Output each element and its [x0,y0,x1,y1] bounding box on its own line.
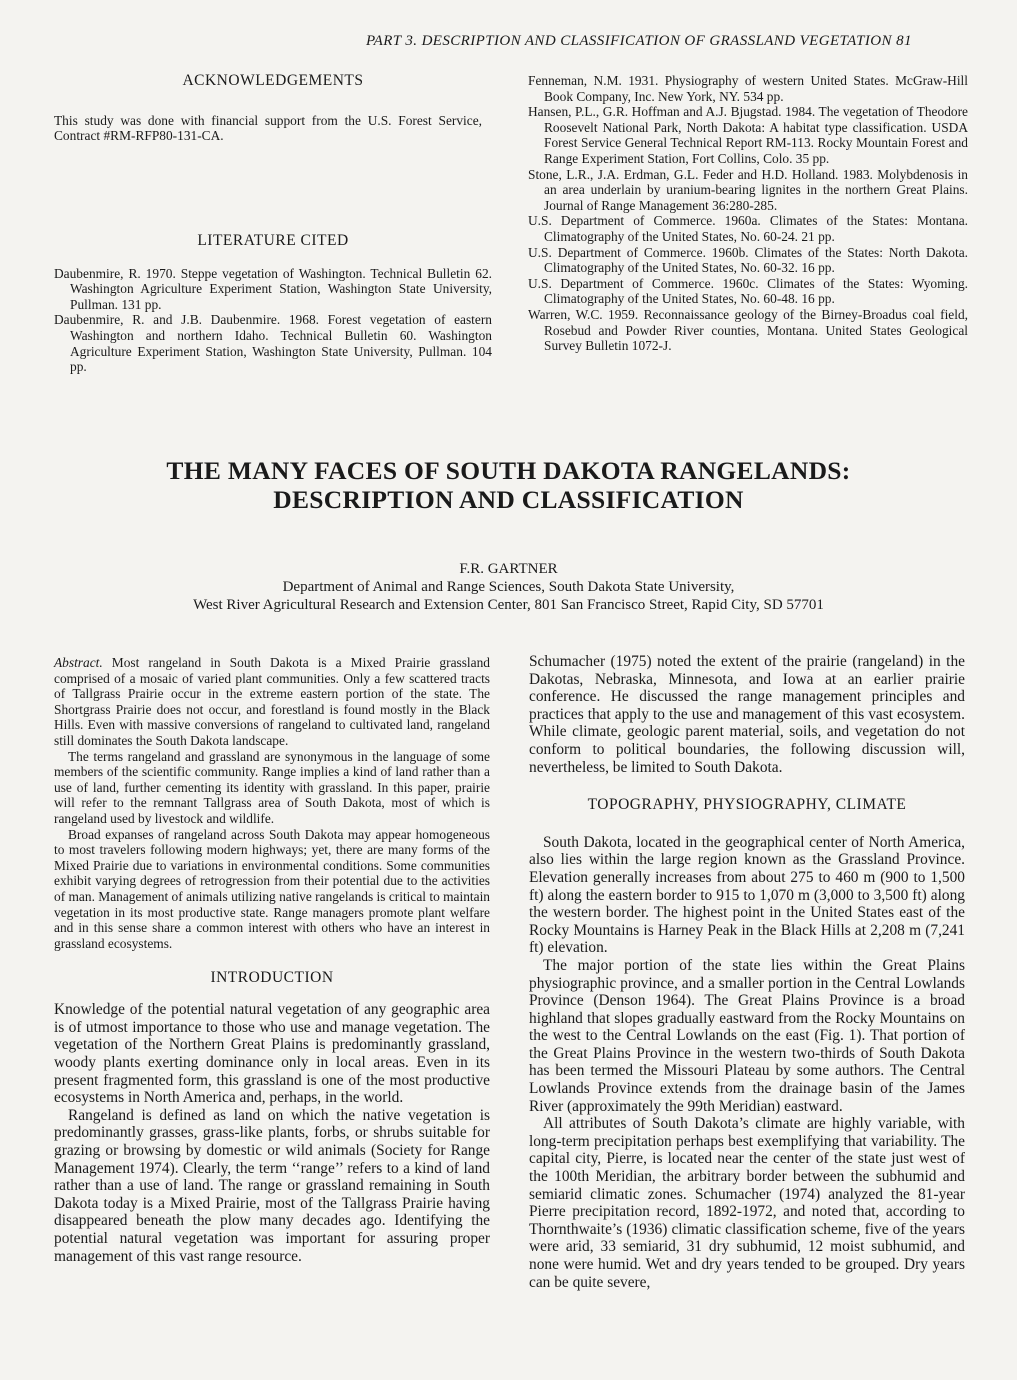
reference-item: Stone, L.R., J.A. Erdman, G.L. Feder and H.D. Holland. 1983. Molybdenosis in an area underlain by uranium-bearing lignites in the northern Great Plains. Journal of Range Management 36:280-285. [528,166,968,213]
topography-heading: TOPOGRAPHY, PHYSIOGRAPHY, CLIMATE [587,796,907,814]
running-header: PART 3. DESCRIPTION AND CLASSIFICATION OF GRASSLAND VEGETATION 81 [366,33,912,49]
abstract-paragraph-2: The terms rangeland and grassland are synonymous in the language of some members of the scientific community. Range implies a kind of land rather than a use of land, further cementing its identity with grassland. In this paper, prairie will refer to the remnant Tallgrass area of South Dakota, most of which is rangeland used by livestock and wildlife. [54,748,490,826]
topography-paragraph-2: The major portion of the state lies within the Great Plains physiographic province, and a smaller portion in the Central Lowlands Province (Denson 1964). The Great Plains Province is a broad highland that slopes gradually eastward from the Rocky Mountains on the west to the Central Lowlands on the east (Fig. 1). That portion of the Great Plains Province in the western two-thirds of South Dakota has been termed the Missouri Plateau by some authors. The Central Lowlands Province extends from the drainage basin of the James River (approximately the 99th Meridian) eastward. [529,956,965,1115]
abstract [54,655,490,951]
literature-cited-section [54,233,492,375]
affiliation-line-2: West River Agricultural Research and Extension Center, 801 San Francisco Street, Rapid City, SD 57701 [193,597,824,613]
affiliation-line-1: Department of Animal and Range Sciences, South Dakota State University, [282,579,735,595]
references-continued [528,73,968,354]
abstract-text-1: Most rangeland in South Dakota is a Mixed Prairie grassland comprised of a mosaic of varied plant communities. Only a few scattered tracts of Tallgrass Prairie occur in the extreme eastern portion of the state. The Shortgrass Prairie does not occur, and forestland is found mostly in the Black Hills. Even with massive conversions of rangeland to cultivated land, rangeland still dominates the South Dakota landscape. [54,655,490,748]
introduction-body [54,1001,490,1265]
introduction-paragraph-2: Rangeland is defined as land on which the native vegetation is predominantly grasses, grass-like plants, forbs, or shrubs suitable for grazing or browsing by domestic or wild animals (Society for Range Management 1974). Clearly, the term ‘‘range’’ refers to a kind of land rather than a use of land. The range or grassland remaining in South Dakota today is a Mixed Prairie, most of the Tallgrass Prairie having disappeared beneath the plow many decades ago. Identifying the potential natural vegetation was important for assuring proper management of this vast range resource. [54,1106,490,1265]
reference-item: Daubenmire, R. and J.B. Daubenmire. 1968. Forest vegetation of eastern Washington and northern Idaho. Technical Bulletin 60. Washington Agriculture Experiment Station, Washington State University, Pullman. 104 pp. [54,312,492,375]
abstract-label: Abstract. [54,655,103,670]
right-column [529,653,965,1291]
literature-cited-heading: LITERATURE CITED [197,232,349,249]
left-column [54,655,490,1265]
acknowledgements-section [54,73,492,144]
schumacher-paragraph: Schumacher (1975) noted the extent of the prairie (rangeland) in the Dakotas, Nebraska, Minnesota, and Iowa at an earlier prairie conference. He discussed the range management principles and practices that apply to the use and management of this vast ecosystem. While climate, geologic parent material, soils, and vegetation do not conform to political boundaries, the following discussion will, nevertheless, be limited to South Dakota. [529,653,965,776]
topography-paragraph-3: All attributes of South Dakota’s climate are highly variable, with long-term precipitation perhaps best exemplifying that variability. The capital city, Pierre, is located near the center of the state just west of the 100th Meridian, the arbitrary border between the subhumid and semiarid climatic zones. Schumacher (1974) analyzed the 81-year Pierre precipitation record, 1892-1972, and noted that, according to Thornthwaite’s (1936) climatic classification scheme, five of the years were arid, 33 semiarid, 31 dry subhumid, 12 moist subhumid, and none were humid. Wet and dry years tended to be grouped. Dry years can be quite severe, [529,1115,965,1291]
acknowledgements-heading: ACKNOWLEDGEMENTS [182,72,364,89]
author-name: F.R. GARTNER [459,561,558,577]
reference-item: Warren, W.C. 1959. Reconnaissance geology of the Birney-Broadus coal field, Rosebud and Powder River counties, Montana. United States Geological Survey Bulletin 1072-J. [528,306,968,354]
introduction-heading: INTRODUCTION [210,969,334,987]
abstract-paragraph-1 [54,655,490,749]
reference-item: Fenneman, N.M. 1931. Physiography of western United States. McGraw-Hill Book Company, Inc. New York, NY. 534 pp. [528,73,968,104]
article-title [0,456,1017,514]
article-title-line-1: THE MANY FACES OF SOUTH DAKOTA RANGELANDS: [166,456,851,485]
acknowledgements-text: This study was done with financial support from the U.S. Forest Service, Contract #RM-RFP80-131-CA. [54,112,482,144]
byline [0,560,1017,614]
reference-item: U.S. Department of Commerce. 1960a. Climates of the States: Montana. Climatography of the United States, No. 60-24. 21 pp. [528,213,968,244]
reference-item: Daubenmire, R. 1970. Steppe vegetation of Washington. Technical Bulletin 62. Washington Agriculture Experiment Station, Washington State University, Pullman. 131 pp. [54,265,492,312]
reference-item: U.S. Department of Commerce. 1960c. Climates of the States: Wyoming. Climatography of the United States, No. 60-48. 16 pp. [528,275,968,307]
topography-paragraph-1: South Dakota, located in the geographical center of North America, also lies within the large region known as the Grassland Province. Elevation generally increases from about 275 to 460 m (900 to 1,500 ft) along the eastern border to 915 to 1,070 m (3,000 to 3,500 ft) along the western border. The highest point in the United States east of the Rocky Mountains is Harney Peak in the Black Hills at 2,208 m (7,241 ft) elevation. [529,833,965,957]
reference-item: U.S. Department of Commerce. 1960b. Climates of the States: North Dakota. Climatography of the United States, No. 60-32. 16 pp. [528,244,968,276]
abstract-paragraph-3: Broad expanses of rangeland across South Dakota may appear homogeneous to most travelers following modern highways; yet, there are many forms of the Mixed Prairie due to variations in environmental conditions. Some communities exhibit varying degrees of retrogression from their potential due to the activities of man. Management of animals utilizing native rangelands is critical to maintain vegetation in its most productive state. Range managers promote plant welfare and in this sense share a common interest with others who have an interest in grassland ecosystems. [54,826,490,951]
article-title-line-2: DESCRIPTION AND CLASSIFICATION [273,485,744,514]
reference-item: Hansen, P.L., G.R. Hoffman and A.J. Bjugstad. 1984. The vegetation of Theodore Roosevelt National Park, North Dakota: A habitat type classification. USDA Forest Service General Technical Report RM-113. Rocky Mountain Forest and Range Experiment Station, Fort Collins, Colo. 35 pp. [528,104,968,166]
introduction-paragraph-1: Knowledge of the potential natural vegetation of any geographic area is of utmost importance to those who use and manage vegetation. The vegetation of the Northern Great Plains is predominantly grassland, woody plants exerting dominance only in local areas. Even in its present fragmented form, this grassland is one of the most productive ecosystems in North America and, perhaps, in the world. [54,1001,490,1107]
